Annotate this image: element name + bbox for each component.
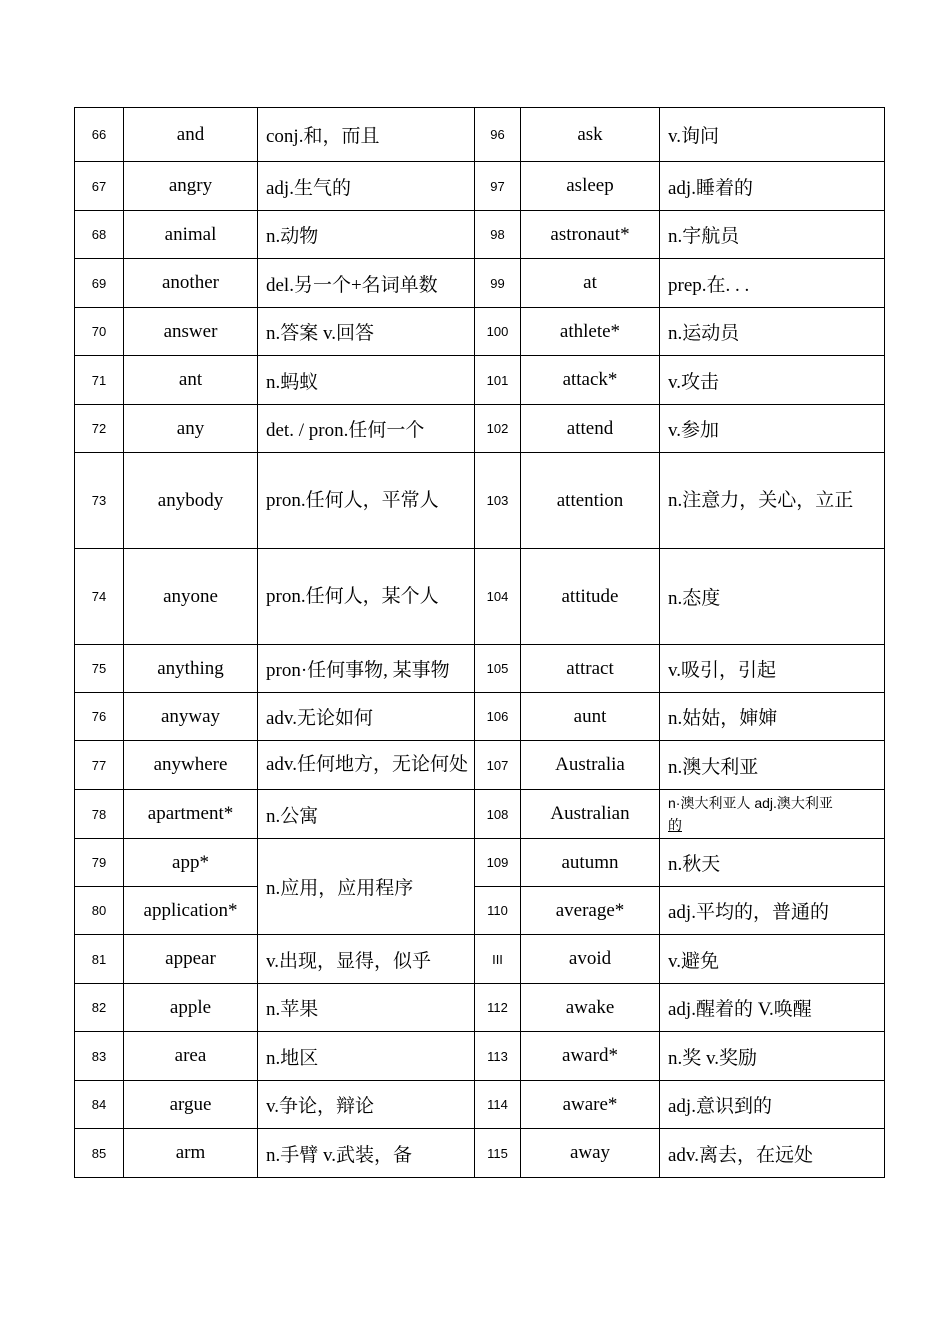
entry-number: 110 <box>475 887 521 935</box>
entry-number: 96 <box>475 108 521 162</box>
entry-definition: adv.任何地方，无论何处 <box>258 741 475 790</box>
entry-definition: v.参加 <box>660 405 885 453</box>
entry-word: app* <box>124 839 258 887</box>
entry-definition: n.动物 <box>258 211 475 259</box>
entry-word: anything <box>124 645 258 693</box>
table-row <box>75 741 885 790</box>
entry-word: anybody <box>124 453 258 549</box>
table-row <box>75 453 885 549</box>
entry-number: 75 <box>75 645 124 693</box>
entry-word: asleep <box>521 162 660 211</box>
entry-number: 113 <box>475 1032 521 1081</box>
entry-word: angry <box>124 162 258 211</box>
definition-line: n·澳大利亚人 adj.澳大利亚 <box>668 795 833 811</box>
entry-definition: n.地区 <box>258 1032 475 1081</box>
entry-word: Australian <box>521 790 660 839</box>
definition-line: 的 <box>668 817 682 833</box>
entry-word: avoid <box>521 935 660 984</box>
entry-number: 83 <box>75 1032 124 1081</box>
entry-word: ask <box>521 108 660 162</box>
entry-definition: n.奖 v.奖励 <box>660 1032 885 1081</box>
entry-word: aunt <box>521 693 660 741</box>
entry-definition: v.攻击 <box>660 356 885 405</box>
entry-number: 100 <box>475 308 521 356</box>
table-row <box>75 935 885 984</box>
entry-word: anyone <box>124 549 258 645</box>
entry-number: 112 <box>475 984 521 1032</box>
entry-word: any <box>124 405 258 453</box>
entry-word: apartment* <box>124 790 258 839</box>
entry-definition: n.运动员 <box>660 308 885 356</box>
entry-word: attract <box>521 645 660 693</box>
entry-word: autumn <box>521 839 660 887</box>
entry-word: another <box>124 259 258 308</box>
entry-definition: adj.平均的，普通的 <box>660 887 885 935</box>
table-row <box>75 549 885 645</box>
entry-number: 77 <box>75 741 124 790</box>
entry-definition: v.争论，辩论 <box>258 1081 475 1129</box>
entry-word: anyway <box>124 693 258 741</box>
entry-number: 105 <box>475 645 521 693</box>
entry-number: 115 <box>475 1129 521 1178</box>
table-row <box>75 405 885 453</box>
entry-word: animal <box>124 211 258 259</box>
table-row <box>75 887 885 935</box>
entry-word: attend <box>521 405 660 453</box>
table-row <box>75 162 885 211</box>
table-row <box>75 1032 885 1081</box>
table-row <box>75 308 885 356</box>
entry-word: answer <box>124 308 258 356</box>
entry-number: 79 <box>75 839 124 887</box>
entry-number: 80 <box>75 887 124 935</box>
entry-number: 74 <box>75 549 124 645</box>
entry-word: appear <box>124 935 258 984</box>
entry-number: 101 <box>475 356 521 405</box>
entry-word: attitude <box>521 549 660 645</box>
entry-definition: n.姑姑，婶婶 <box>660 693 885 741</box>
entry-definition: n.应用，应用程序 <box>258 839 475 935</box>
table-row <box>75 1129 885 1178</box>
entry-definition: adj.醒着的 V.唤醒 <box>660 984 885 1032</box>
entry-number: 71 <box>75 356 124 405</box>
entry-definition: v.避免 <box>660 935 885 984</box>
entry-word: aware* <box>521 1081 660 1129</box>
entry-number: 114 <box>475 1081 521 1129</box>
entry-definition: v.询问 <box>660 108 885 162</box>
entry-word: average* <box>521 887 660 935</box>
entry-definition: n.苹果 <box>258 984 475 1032</box>
entry-number: 97 <box>475 162 521 211</box>
entry-number: 109 <box>475 839 521 887</box>
entry-word: Australia <box>521 741 660 790</box>
entry-word: attention <box>521 453 660 549</box>
entry-word: award* <box>521 1032 660 1081</box>
entry-definition: adv.无论如何 <box>258 693 475 741</box>
entry-number: 73 <box>75 453 124 549</box>
entry-number: 99 <box>475 259 521 308</box>
table-row <box>75 211 885 259</box>
entry-word: astronaut* <box>521 211 660 259</box>
table-row <box>75 839 885 887</box>
table-row <box>75 356 885 405</box>
entry-number: 108 <box>475 790 521 839</box>
entry-number: 70 <box>75 308 124 356</box>
entry-definition: adj.意识到的 <box>660 1081 885 1129</box>
entry-number: 85 <box>75 1129 124 1178</box>
entry-number: 81 <box>75 935 124 984</box>
entry-number: 68 <box>75 211 124 259</box>
entry-word: apple <box>124 984 258 1032</box>
vocabulary-table <box>74 107 885 1178</box>
table-row <box>75 984 885 1032</box>
table-row <box>75 693 885 741</box>
entry-number: 106 <box>475 693 521 741</box>
entry-definition: prep.在. . . <box>660 259 885 308</box>
entry-definition: adv.离去，在远处 <box>660 1129 885 1178</box>
entry-word: anywhere <box>124 741 258 790</box>
table-row <box>75 1081 885 1129</box>
entry-number: 103 <box>475 453 521 549</box>
entry-definition: n.秋天 <box>660 839 885 887</box>
entry-definition: v.出现，显得，似乎 <box>258 935 475 984</box>
entry-number: 82 <box>75 984 124 1032</box>
entry-word: athlete* <box>521 308 660 356</box>
table-row <box>75 645 885 693</box>
entry-definition: n.答案 v.回答 <box>258 308 475 356</box>
entry-number: 78 <box>75 790 124 839</box>
entry-word: at <box>521 259 660 308</box>
entry-definition: n.宇航员 <box>660 211 885 259</box>
entry-word: and <box>124 108 258 162</box>
entry-definition: n.蚂蚁 <box>258 356 475 405</box>
entry-number: 102 <box>475 405 521 453</box>
entry-definition: adj.生气的 <box>258 162 475 211</box>
entry-number: 84 <box>75 1081 124 1129</box>
entry-definition: n.注意力，关心，立正 <box>660 453 885 549</box>
entry-definition: conj.和，而且 <box>258 108 475 162</box>
entry-number: III <box>475 935 521 984</box>
entry-word: argue <box>124 1081 258 1129</box>
entry-definition: adj.睡着的 <box>660 162 885 211</box>
entry-definition: v.吸引，引起 <box>660 645 885 693</box>
entry-definition: pron·任何事物, 某事物 <box>258 645 475 693</box>
entry-word: ant <box>124 356 258 405</box>
entry-number: 66 <box>75 108 124 162</box>
entry-word: away <box>521 1129 660 1178</box>
table-row <box>75 259 885 308</box>
entry-word: awake <box>521 984 660 1032</box>
entry-definition: pron.任何人，平常人 <box>258 453 475 549</box>
table-row <box>75 108 885 162</box>
entry-number: 76 <box>75 693 124 741</box>
table-row <box>75 790 885 839</box>
entry-number: 69 <box>75 259 124 308</box>
entry-definition: det. / pron.任何一个 <box>258 405 475 453</box>
entry-definition: n.手臂 v.武装，备 <box>258 1129 475 1178</box>
entry-definition: n.态度 <box>660 549 885 645</box>
entry-definition: pron.任何人，某个人 <box>258 549 475 645</box>
entry-word: area <box>124 1032 258 1081</box>
entry-number: 107 <box>475 741 521 790</box>
entry-number: 98 <box>475 211 521 259</box>
entry-number: 67 <box>75 162 124 211</box>
entry-word: attack* <box>521 356 660 405</box>
entry-number: 72 <box>75 405 124 453</box>
entry-definition <box>660 790 885 839</box>
entry-word: application* <box>124 887 258 935</box>
entry-word: arm <box>124 1129 258 1178</box>
entry-definition: n.澳大利亚 <box>660 741 885 790</box>
entry-definition: n.公寓 <box>258 790 475 839</box>
entry-number: 104 <box>475 549 521 645</box>
entry-definition: del.另一个+名词单数 <box>258 259 475 308</box>
